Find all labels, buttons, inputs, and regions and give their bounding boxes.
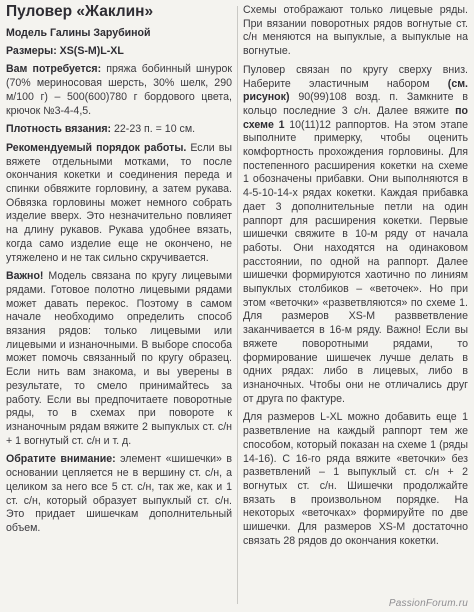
scheme-1-ref: по схеме 1	[243, 104, 468, 131]
attention-text: элемент «шишечки» в основании цепляется не в вершину ст. с/н, а целиком за него все 5 ст. с/н, так же, как и 1 ст. с/н, который образует выпуклый ст. с/н. Это придает шишечкам дополнительный объем.	[6, 453, 232, 534]
important-text: Модель связана по кругу лицевыми рядами. Готовое полотно лицевыми рядами может давать перекос. Поэтому в самом начале необходимо определить способ вязания рядов: только лицевыми или лицевыми и изнаночными. В выборе способа может помочь связанный по кругу образец. Если нить вам знакома, и вы уверены в результате, то смело принимайтесь за работу. Если вы предпочитаете поворотные ряды, то в схемах при повороте к изнаночным рядам вяжите 2 выпуклых ст. с/н + 1 вогнутый ст. с/н и т. д.	[6, 270, 232, 447]
sizes-paragraph	[6, 45, 232, 59]
attention-label: Обратите внимание:	[6, 453, 116, 466]
density-label: Плотность вязания:	[6, 123, 112, 136]
work-order-label: Рекомендуемый порядок работы.	[6, 141, 187, 154]
model-author: Модель Галины Зарубиной	[6, 27, 151, 39]
materials-label: Вам потребуется:	[6, 63, 102, 76]
pullover-text-a: Пуловер связан по кругу сверху вниз. Наберите эластичным набором	[243, 63, 468, 90]
materials-text: пряжа бобинный шнурок (70% мериносовая шерсть, 30% шелк, 290 м/100 г) – 500(600)780 г бордового цвета, крючок №3-4-4,5.	[6, 63, 232, 117]
right-column	[243, 4, 468, 553]
column-divider	[237, 6, 238, 604]
materials-paragraph	[6, 63, 232, 118]
work-order-text: Если вы вяжете отдельными мотками, то после окончания кокетки и соединения переда и спинки обвяжите горловину, а затем рукава. Обвязка горловины может немного собрать изделие вверх. Это незначительно повлияет на длину рукавов. Рукава удобнее вязать, когда само изделие еще не окончено, не утяжелено и не так сильно скручивается.	[6, 141, 232, 264]
sizes-value: XS(S-M)L-XL	[56, 44, 124, 57]
density-paragraph	[6, 123, 232, 137]
watermark: PassionForum.ru	[388, 598, 468, 609]
attention-paragraph	[6, 453, 232, 535]
see-figure-ref: (см. рисунок)	[243, 77, 468, 104]
sizes-lxl-paragraph: Для размеров L-XL можно добавить еще 1 разветвление на каждый раппорт тем же способом, который показан на схеме 1 (ряды 14-16). С 16-го ряда вяжите «веточки» без разветвлений – 1 выпуклый ст. с/н + 2 вогнутых ст. с/н. Шишечки продолжайте вязать в произвольном порядке. На некоторых «веточках» формируйте по две шишечки. Для размеров XS-M достаточно связать 28 рядов до окончания кокетки.	[243, 411, 468, 547]
article-title: Пуловер «Жаклин»	[6, 3, 154, 20]
work-order-paragraph	[6, 142, 232, 265]
density-text: 22-23 п. = 10 см.	[111, 123, 196, 136]
left-column	[6, 0, 232, 541]
important-label: Важно!	[6, 270, 44, 283]
sizes-label: Размеры:	[6, 44, 57, 57]
pullover-text-c: 90(99)108 возд. п. Замкните в кольцо последние 3 с/н. Далее вяжите	[243, 91, 468, 117]
pullover-text-e: 10(11)12 раппортов. На этом этапе выполните примерку, чтобы оценить комфортность прохождения горловины. Для постепенного расширения кокетки на схеме 1 обозначены прибавки. Они выполняются в 4-5-10-14-х рядах кокетки. Каждая прибавка дает 3 дополнительные петли на один раппорт для расширения кокетки. Первые шишечки свяжите в 10-м ряду от начала работы. Они находятся на одинаковом расстоянии, по одной на раппорт. Далее шишечки формируются хаотично по линиям выпуклых столбиков – «веточек». Но при этом «веточки» «разветвляются» по схеме 1. Для размеров XS-M развветвление заканчивается в 16-м ряду. Важно! Если вы вяжете поворотными рядами, то формирование шишечек лучше делать в одних рядах: либо в лицевых, либо в изнаночных. Чтобы они не отличались друг от друга по фактуре.	[243, 118, 468, 405]
pullover-paragraph	[243, 64, 468, 407]
schemes-paragraph: Схемы отображают только лицевые ряды. При вязании поворотных рядов вогнутые ст. с/н меняются на выпуклые, а выпуклые на вогнутые.	[243, 4, 468, 58]
important-paragraph	[6, 270, 232, 448]
